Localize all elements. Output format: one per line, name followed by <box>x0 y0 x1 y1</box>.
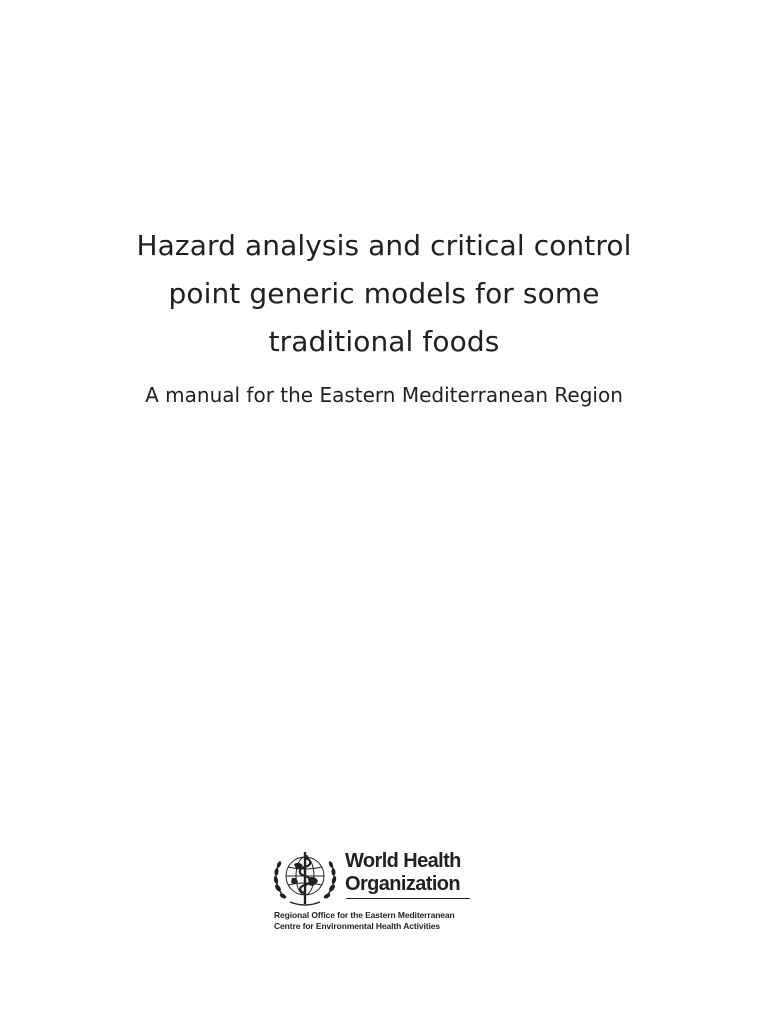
title-line-2: point generic models for some <box>168 277 600 310</box>
document-subtitle: A manual for the Eastern Mediterranean Region <box>145 383 623 407</box>
organization-name-line-2: Organization <box>345 873 461 895</box>
regional-office-line-2: Centre for Environmental Health Activities <box>274 921 440 931</box>
organization-name-line-1: World Health <box>345 850 461 872</box>
regional-office <box>274 910 455 932</box>
title-line-1: Hazard analysis and critical control <box>136 229 632 262</box>
regional-office-line-1: Regional Office for the Eastern Mediterranean <box>274 910 455 920</box>
who-logo <box>272 848 476 938</box>
document-title <box>0 222 768 366</box>
organization-name <box>345 850 461 896</box>
who-emblem-icon <box>272 848 338 910</box>
logo-divider <box>346 898 470 899</box>
title-line-3: traditional foods <box>268 325 500 358</box>
